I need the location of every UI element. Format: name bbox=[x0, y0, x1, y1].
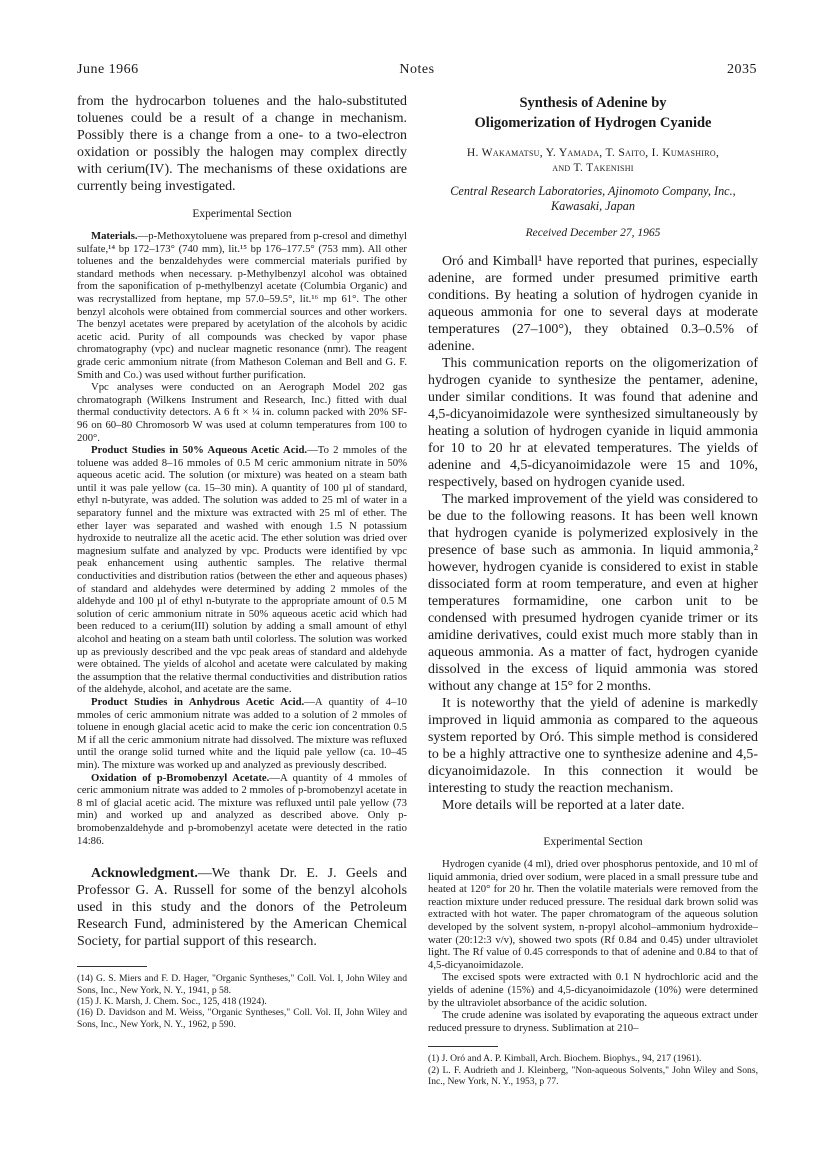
acknowledgment-head: Acknowledgment. bbox=[91, 866, 198, 882]
section-heading-experimental: Experimental Section bbox=[192, 208, 292, 220]
header-section: Notes bbox=[399, 62, 435, 77]
acknowledgment-text: —We thank Dr. E. J. Geels and Professor G. A. Russell for some of the benzyl alcohols used in this study and the donors of the Petroleum Research Fund, administered by the American Chemical Society, for partial support of this research. bbox=[77, 866, 407, 950]
paragraph-vpc bbox=[77, 381, 407, 444]
body-paragraph: This communication reports on the oligomerization of hydrogen cyanide to synthesize the pentamer, adenine, under similar conditions. It was found that adenine and 4,5-dicyanoimidazole were synthesized simultaneously by heating a solution of hydrogen cyanide in liquid ammonia for 10 to 20 hr at elevated temperatures. The yields of adenine and 4,5-dicyanoimidazole were 15 and 10%, respectively, based on hydrogen cyanide used. bbox=[428, 356, 758, 490]
body-paragraph: The marked improvement of the yield was considered to be due to the following reasons. It has been well known that hydrogen cyanide is polymerized explosively in the presence of base such as ammonia. In liquid ammonia,² however, hydrogen cyanide is considered to exist in stable dissociated form at room temperature, and even at higher temperatures formamidine, one carbon unit to be condensed with presumed hydrogen cyanide trimer or its amidine derivatives, could exist much more stably than in aqueous ammonia. As a matter of fact, hydrogen cyanide dissolved in the excess of liquid ammonia was stored without any change at 15° for 2 months. bbox=[428, 492, 758, 694]
footnote: (15) J. K. Marsh, J. Chem. Soc., 125, 418 (1924). bbox=[77, 995, 267, 1007]
paragraph-body: Vpc analyses were conducted on an Aerograph Model 202 gas chromatograph (Wilkens Instrument and Research, Inc.) fitted with dual thermal conductivity detectors. A 6 ft × ¼ in. column packed with 20% SF-96 on 60–80 Chromosorb W was used at column temperatures from 100 to 200°. bbox=[77, 381, 407, 444]
body-paragraph: It is noteworthy that the yield of adenine is markedly improved in liquid ammonia as compared to the aqueous system reported by Oró. This simple method is considered to be a highly attractive one to synthesize adenine and 4,5-dicyanoimidazole. In this connection it would be interesting to study the reaction mechanism. bbox=[428, 696, 758, 796]
page-number: 2035 bbox=[727, 62, 757, 77]
affiliation-line: Central Research Laboratories, Ajinomoto Company, Inc., bbox=[450, 184, 736, 198]
affiliation-line: Kawasaki, Japan bbox=[551, 199, 635, 213]
run-in-head: Oxidation of p-Bromobenzyl Acetate. bbox=[91, 771, 270, 784]
footnote: (1) J. Oró and A. P. Kimball, Arch. Biochem. Biophys., 94, 217 (1961). bbox=[428, 1053, 702, 1065]
body-paragraph: Oró and Kimball¹ have reported that purines, especially adenine, are formed under presumed primitive earth conditions. By heating a solution of hydrogen cyanide in aqueous ammonia for one to several days at moderate temperatures (27–100°), they obtained 0.3–0.5% of adenine. bbox=[428, 254, 758, 354]
authors-line: and T. Takenishi bbox=[552, 161, 634, 174]
header-date: June 1966 bbox=[77, 62, 139, 77]
authors-line: H. Wakamatsu, Y. Yamada, T. Saito, I. Kumashiro, bbox=[466, 146, 720, 159]
paragraph-aqueous-studies bbox=[77, 444, 407, 696]
run-in-head: Materials. bbox=[91, 230, 138, 242]
body-paragraph: More details will be reported at a later date. bbox=[442, 798, 685, 813]
footnotes-left bbox=[77, 966, 407, 1030]
running-header bbox=[77, 62, 757, 82]
run-in-head: Product Studies in Anhydrous Acetic Acid. bbox=[91, 695, 305, 708]
left-column bbox=[77, 93, 407, 1030]
paragraph-body: —p-Methoxytoluene was prepared from p-cresol and dimethyl sulfate,¹⁴ bp 172–173° (740 mm), lit.¹⁵ bp 176–177.5° (753 mm). All other toluenes and the benzaldehydes were commercial materials purified by standard methods when necessary. p-Methylbenzyl alcohol was obtained from the saponification of p-methylbenzyl acetate (Columbia Organic) and was recrystallized from heptane, mp 57.0–59.5°, lit.¹⁶ mp 61°. The other benzyl alcohols were obtained from commercial sources and other workers. The benzyl acetates were prepared by acetylation of the alcohols by acidic acetic acid. Purity of all compounds was checked by vapor phase chromatography (vpc) and nuclear magnetic resonance (nmr). The reagent grade ceric ammonium nitrate (from Matheson Coleman and Bell and G. F. Smith and Co.) was used without further purification. bbox=[77, 230, 407, 381]
paragraph-body: —A quantity of 4 mmoles of ceric ammonium nitrate was added to 2 mmoles of p-bromobenzyl acetate in 8 ml of glacial acetic acid. The mixture was refluxed until pale yellow (73 min) and worked up and analyzed as described above. Only p-bromobenzaldehyde and p-bromobenzyl acetate were detected in the ratio 14:86. bbox=[77, 771, 407, 847]
right-column bbox=[428, 93, 758, 1088]
intro-paragraph: from the hydrocarbon toluenes and the halo-substituted toluenes could be a result of a change in mechanism. Possibly there is a change from a one- to a two-electron oxidation or possibly the halogen may complex directly with cerium(IV). The mechanisms of these oxidations are currently being investigated. bbox=[77, 94, 407, 194]
paragraph-body: —A quantity of 4–10 mmoles of ceric ammonium nitrate was added to a solution of 2 mmoles of toluene in enough glacial acetic acid to make the ceric ion concentration 0.5 M if all the ceric ammonium nitrate had dissolved. The mixture was refluxed until the orange solid turned white and the liquid pale yellow (ca. 10–45 min). The mixture was worked up and analyzed as previously described. bbox=[77, 695, 408, 771]
title-line: Oligomerization of Hydrogen Cyanide bbox=[474, 115, 712, 131]
experimental-paragraph: Hydrogen cyanide (4 ml), dried over phosphorus pentoxide, and 10 ml of liquid ammonia, dried over sodium, were placed in a small pressure tube and heated at 120° for 20 hr. Then the volatile materials were removed from the reaction mixture under reduced pressure. The residual dark brown solid was extracted with hot water. The paper chromatogram of the aqueous solution developed by the solvent system, n-propyl alcohol–ammonium hydroxide–water (20:12:3 v/v), showed two spots (Rf 0.84 and 0.45) under ultraviolet light. The Rf value of 0.45 corresponds to that of adenine and 0.84 to that of 4,5-dicyanoimidazole. bbox=[428, 858, 758, 971]
acknowledgment bbox=[77, 865, 407, 950]
title-line: Synthesis of Adenine by bbox=[519, 95, 667, 111]
section-heading-experimental: Experimental Section bbox=[543, 836, 643, 848]
run-in-head: Product Studies in 50% Aqueous Acetic Acid. bbox=[91, 444, 308, 457]
footnote-rule bbox=[428, 1046, 498, 1047]
experimental-paragraph: The excised spots were extracted with 0.1 N hydrochloric acid and the yields of adenine (15%) and 4,5-dicyanoimidazole (10%) were determined by the ultraviolet absorbance of the acidic solution. bbox=[428, 971, 758, 1009]
article-title bbox=[428, 93, 758, 133]
footnote: (14) G. S. Miers and F. D. Hager, "Organic Syntheses," Coll. Vol. I, John Wiley and Sons, Inc., New York, N. Y., 1941, p 58. bbox=[77, 973, 407, 996]
footnotes-right bbox=[428, 1046, 758, 1087]
paragraph-body: —To 2 mmoles of the toluene was added 8–16 mmoles of 0.5 M ceric ammonium nitrate in 50% aqueous acetic acid. The solution (or mixture) was heated on a steam bath until it was pale yellow (ca. 15–30 min). A quantity of 100 µl of standard, ethyl n-butyrate, was added. The solution was added to 25 ml of water in a separatory funnel and the mixture was extracted with 25 ml of ether. The ether layer was separated and washed with enough 1.5 N potassium hydroxide to neutralize all the acetic acid. The ether solution was dried over magnesium sulfate and analyzed by vpc. Products were identified by vpc peak enhancement using authentic samples. The relative thermal conductivities and distribution ratios (between the ether and aqueous phases) of standard and aldehydes were determined by adding 2 mmoles of the aldehyde and 100 µl of ethyl n-butyrate to the appropriate amount of 0.5 M solution of ceric ammonium nitrate in 50% aqueous acetic acid which had been reduced to a cerium(III) solution by adding a small amount of ethyl alcohol and heating on a steam bath until colorless. The solution was worked up as previously described and the vpc peak areas of standard and aldehyde were obtained. The yields of alcohol and acetate were calculated by making the assumption that the relative thermal conductivities and distribution ratios of the aldehyde, alcohol, and acetate are the same. bbox=[77, 444, 407, 696]
paragraph-anhydrous-studies bbox=[77, 696, 407, 772]
received-date: Received December 27, 1965 bbox=[525, 227, 661, 239]
paragraph-materials bbox=[77, 230, 407, 381]
footnote-rule bbox=[77, 966, 147, 967]
affiliation bbox=[428, 184, 758, 214]
paragraph-bromobenzyl bbox=[77, 772, 407, 848]
experimental-paragraph: The crude adenine was isolated by evaporating the aqueous extract under reduced pressure to dryness. Sublimation at 210– bbox=[428, 1009, 758, 1034]
authors bbox=[428, 145, 758, 175]
footnote: (2) L. F. Audrieth and J. Kleinberg, "Non-aqueous Solvents," John Wiley and Sons, Inc., New York, N. Y., 1953, p 77. bbox=[428, 1064, 758, 1088]
footnote: (16) D. Davidson and M. Weiss, "Organic Syntheses," Coll. Vol. II, John Wiley and Sons, Inc., New York, N. Y., 1962, p 590. bbox=[77, 1007, 407, 1030]
